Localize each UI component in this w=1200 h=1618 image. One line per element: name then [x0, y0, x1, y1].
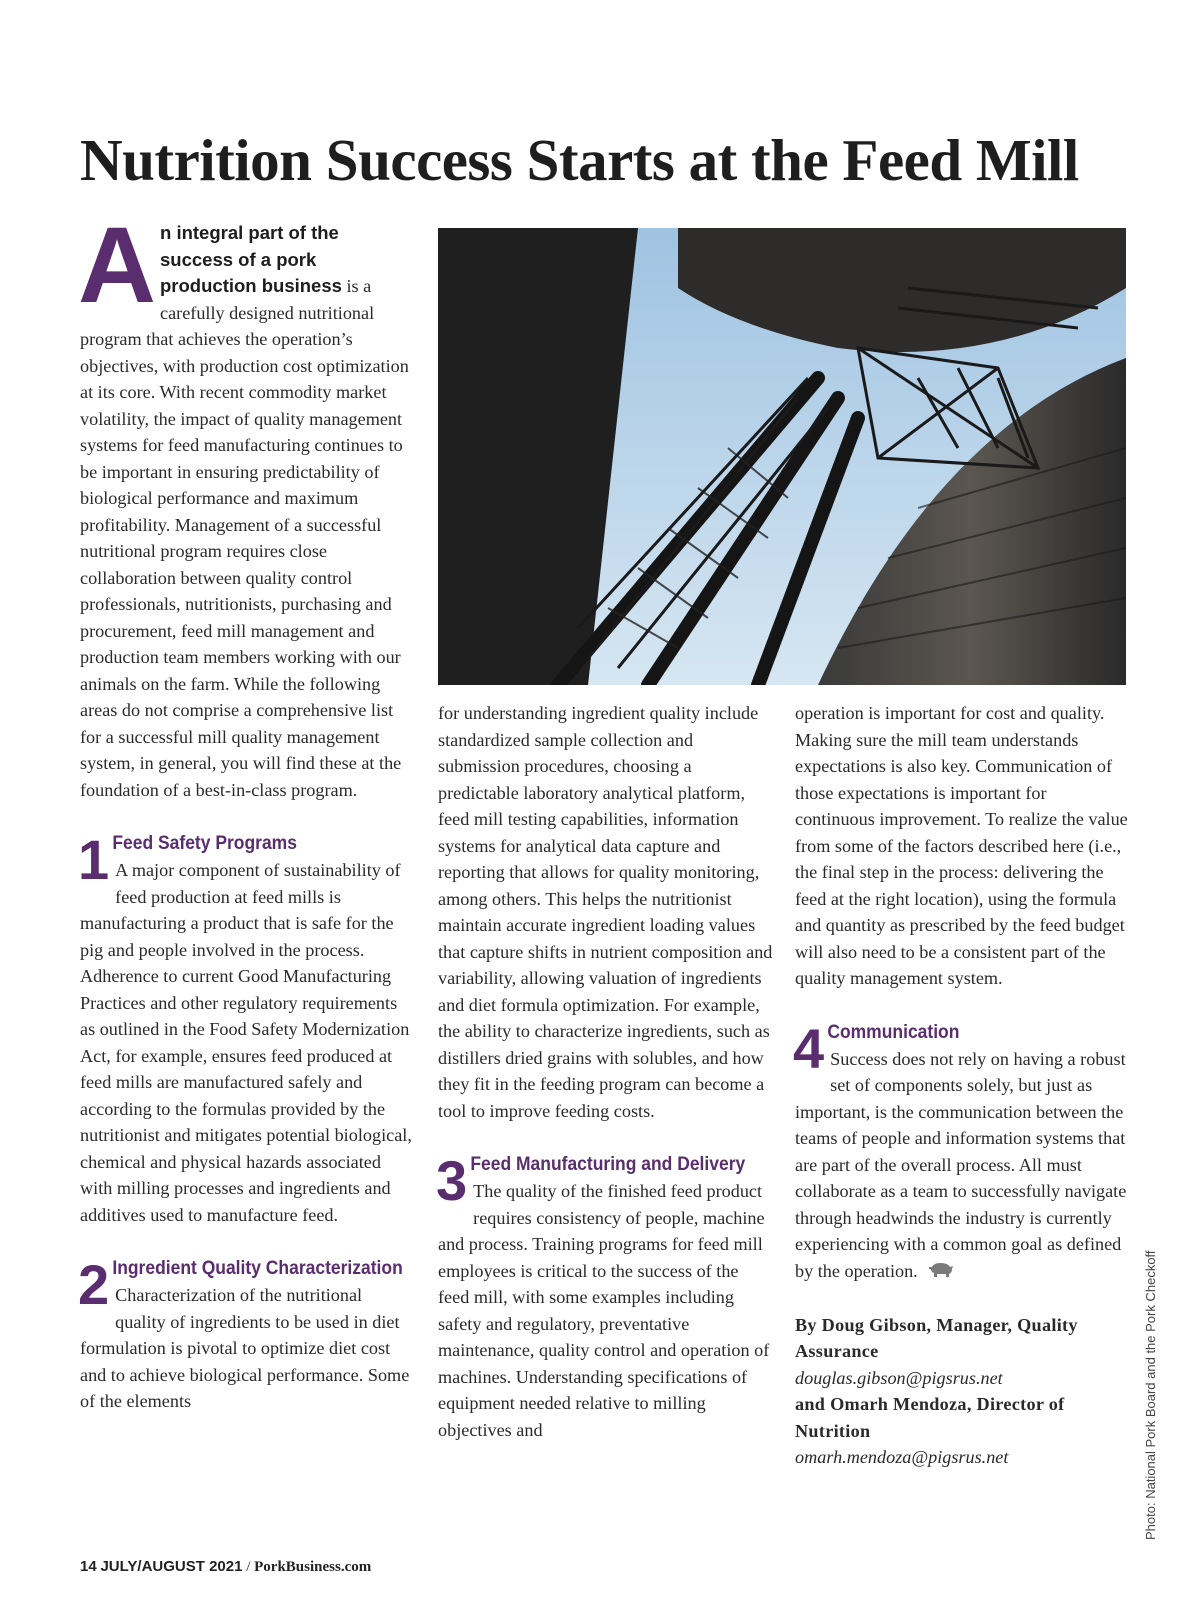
photo-credit: Photo: National Pork Board and the Pork Checkoff: [1143, 1250, 1158, 1540]
section-number: 1: [78, 828, 110, 891]
section-body: Characterization of the nutritional quality of ingredients to be used in diet formulation is pivotal to optimize diet cost and to achieve biological performance. Some of the elements: [80, 1285, 410, 1411]
intro-body: is a carefully designed nutritional program that achieves the operation’s objectives, with production cost optimization at its core. With recent commodity market volatility, the impact of quality management systems for feed manufacturing continues to be important in ensuring predictability of biological performance and maximum profitability. Management of a successful nutritional program requires close collaboration between quality control professionals, nutritionists, purchasing and procurement, feed mill management and production team members working with our animals on the farm. While the following areas do not comprise a comprehensive list for a successful mill quality management system, in general, you will find these at the foundation of a best-in-class program.: [80, 276, 409, 800]
section-number: 2: [78, 1253, 110, 1316]
page-number: 14: [80, 1558, 97, 1575]
section-2-continued: for understanding ingredient quality include standardized sample collection and submission procedures, choosing a predictable laboratory analytical platform, feed mill testing capabilities, information systems for analytical data capture and reporting that allows for quality monitoring, among others. This helps the nutritionist maintain accurate ingredient loading values that capture shifts in nutrient composition and variability, allowing valuation of ingredients and diet formula optimization. For example, the ability to characterize ingredients, such as distillers dried grains with solubles, and how they fit in the feeding program can become a tool to improve feeding costs.: [438, 703, 773, 1121]
section-title: Ingredient Quality Characterization: [112, 1258, 403, 1279]
feed-mill-illustration: [438, 228, 1126, 685]
section-body: Success does not rely on having a robust set of components solely, but just as important, is the communication between the teams of people and information systems that are part of the overall process. All must collaborate as a team to successfully navigate through headwinds the industry is currently experiencing with a common goal as defined by the operation.: [795, 1048, 1127, 1281]
section-3-continued: operation is important for cost and quality. Making sure the mill team understands expectations is also key. Communication of those expectations is important for continuous improvement. To realize the value from some of the factors described here (i.e., the final step in the process: delivering the feed at the right location), using the formula and quantity as prescribed by the feed budget will also need to be a consistent part of the quality management system.: [795, 703, 1128, 988]
section-number: 3: [436, 1149, 468, 1212]
section-2: [78, 1253, 415, 1415]
section-title: Communication: [827, 1021, 960, 1043]
column-2: [438, 700, 773, 1443]
issue-date: JULY/AUGUST 2021: [100, 1558, 243, 1575]
section-1: [78, 828, 415, 1228]
page-folio: [80, 1558, 371, 1576]
section-body: The quality of the finished feed product requires consistency of people, machine and process. Training programs for feed mill employees is critical to the success of the feed mill, with some examples including safety and regulatory, preventative maintenance, quality control and operation of machines. Understanding specifications of equipment needed relative to milling objectives and: [438, 1181, 770, 1440]
author-1: By Doug Gibson, Manager, Quality Assurance: [795, 1314, 1078, 1362]
section-body: A major component of sustainability of feed production at feed mills is manufacturing a product that is safe for the pig and people involved in the process. Adherence to current Good Manufacturing Practices and other regulatory requirements as outlined in the Food Safety Modernization Act, for example, ensures feed produced at feed mills are manufactured safely and according to the formulas provided by the nutritionist and mitigates potential biological, chemical and physical hazards associated with milling processes and ingredients and additives used to manufacture feed.: [80, 860, 412, 1225]
feed-mill-photo: [438, 228, 1126, 685]
section-title: Feed Safety Programs: [112, 833, 297, 854]
intro-lead: n integral part of the success of a pork production business: [160, 222, 342, 296]
column-3: [795, 700, 1130, 1471]
folio-separator: /: [246, 1559, 251, 1575]
column-1: [78, 204, 415, 1415]
author-1-email[interactable]: douglas.gibson@pigsrus.net: [795, 1367, 1003, 1388]
pig-icon: [928, 1259, 954, 1286]
section-3: [436, 1149, 773, 1443]
section-4: [793, 1016, 1130, 1286]
byline: [795, 1312, 1130, 1471]
author-2-email[interactable]: omarh.mendoza@pigsrus.net: [795, 1447, 1009, 1468]
headline: Nutrition Success Starts at the Feed Mill: [80, 127, 1079, 193]
drop-cap: A: [78, 204, 156, 325]
site-link[interactable]: PorkBusiness.com: [254, 1559, 372, 1575]
section-title: Feed Manufacturing and Delivery: [470, 1154, 746, 1175]
section-number: 4: [793, 1016, 825, 1080]
author-2: and Omarh Mendoza, Director of Nutrition: [795, 1394, 1065, 1441]
